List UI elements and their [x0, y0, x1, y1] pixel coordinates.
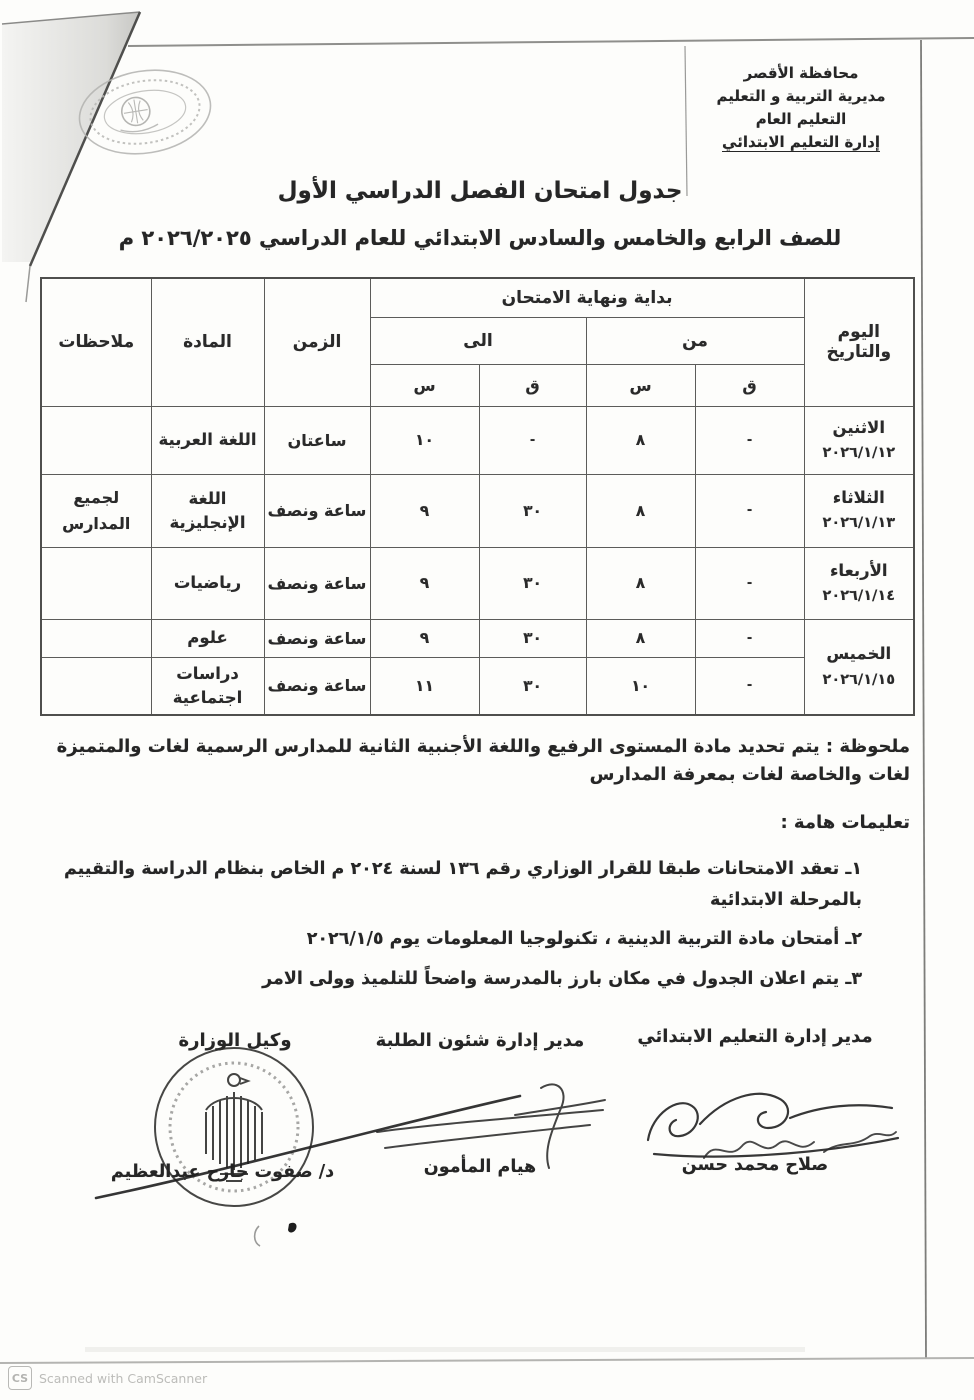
subject-cell: اللغة العربية: [151, 406, 264, 474]
from-hours-cell: ١٠: [586, 657, 695, 715]
table-row: [41, 657, 914, 715]
table-row: [41, 406, 914, 474]
document-subtitle: للصف الرابع والخامس والسادس الابتدائي للعام الدراسي ٢٠٢٦/٢٠٢٥ م: [118, 226, 842, 250]
day-date-cell: [804, 406, 914, 474]
day-name: الثلاثاء: [832, 488, 885, 508]
exam-schedule-table: [40, 277, 915, 716]
notes-cell: [41, 547, 151, 619]
to-hours-cell: ١١: [370, 657, 479, 715]
to-minutes-cell: ٣٠: [479, 474, 586, 547]
governorate-name: محافظة الأقصر: [743, 64, 859, 82]
directorate-name: مديرية التربية و التعليم: [716, 87, 886, 105]
col-header-duration: الزمن: [264, 278, 370, 406]
subject-cell: دراسات اجتماعية: [151, 657, 264, 715]
from-hours-cell: ٨: [586, 406, 695, 474]
instruction-item: ١ـ تعقد الامتحانات طبقا للقرار الوزاري رقم ١٣٦ لسنة ٢٠٢٤ م الخاص بنظام الدراسة والتقييم بالمرحلة الابتدائية: [63, 859, 862, 910]
signature-name-safwat: د/ صفوت جارح عبدالعظيم: [110, 1162, 335, 1182]
instruction-item: ٣ـ يتم اعلان الجدول في مكان بارز بالمدرسة واضحاً للتلميذ وولى الامر: [262, 968, 862, 989]
signature-stroke-left: [90, 1085, 530, 1205]
col-header-from: من: [586, 317, 804, 364]
day-date: ٢٠٢٦/١/١٣: [822, 515, 896, 532]
to-minutes-cell: -: [479, 406, 586, 474]
instruction-item: ٢ـ أمتحان مادة التربية الدينية ، تكنولوجيا المعلومات يوم ٢٠٢٦/١/٥: [306, 929, 862, 950]
camscanner-logo-icon: CS: [8, 1366, 32, 1390]
signature-title-primary-education-director: مدير إدارة التعليم الابتدائي: [637, 1026, 873, 1047]
day-date-cell: [804, 547, 914, 619]
instructions-title: تعليمات هامة :: [780, 812, 910, 833]
from-hours-cell: ٨: [586, 547, 695, 619]
col-header-to: الى: [370, 317, 586, 364]
note-label: ملحوظة :: [825, 736, 910, 757]
day-date: ٢٠٢٦/١/١٥: [822, 671, 896, 688]
day-name: الاثنين: [832, 417, 886, 437]
table-row: [41, 547, 914, 619]
notes-cell: [41, 657, 151, 715]
camscanner-text: Scanned with CamScanner: [39, 1370, 208, 1386]
note-paragraph: [45, 733, 910, 789]
duration-cell: ساعة ونصف: [264, 547, 370, 619]
to-hours-cell: ٩: [370, 474, 479, 547]
duration-cell: ساعة ونصف: [264, 657, 370, 715]
table-row: [41, 474, 914, 547]
col-header-subject: المادة: [151, 278, 264, 406]
education-type: التعليم العام: [755, 110, 847, 128]
table-row: [41, 619, 914, 657]
table-header-row: [41, 278, 914, 317]
col-header-from-hours: س: [586, 364, 695, 406]
col-header-day-date: اليوم والتاريخ: [804, 278, 914, 406]
to-minutes-cell: ٣٠: [479, 657, 586, 715]
notes-cell: لجميع المدارس: [41, 474, 151, 547]
col-header-notes: ملاحظات: [41, 278, 151, 406]
oval-stamp-icon: [70, 60, 220, 164]
day-name: الأربعاء: [829, 560, 888, 580]
to-hours-cell: ١٠: [370, 406, 479, 474]
duration-cell: ساعة ونصف: [264, 474, 370, 547]
to-hours-cell: ٩: [370, 619, 479, 657]
col-header-from-minutes: ق: [695, 364, 804, 406]
col-header-to-minutes: ق: [479, 364, 586, 406]
to-minutes-cell: ٣٠: [479, 619, 586, 657]
subject-cell: اللغة الإنجليزية: [151, 474, 264, 547]
letterhead: [688, 62, 914, 154]
notes-cell: [41, 406, 151, 474]
instructions-list: [50, 854, 862, 1004]
day-date: ٢٠٢٦/١/١٢: [822, 444, 896, 461]
notes-cell: [41, 619, 151, 657]
subject-cell: علوم: [151, 619, 264, 657]
document-title: جدول امتحان الفصل الدراسي الأول: [277, 178, 683, 204]
from-minutes-cell: -: [695, 547, 804, 619]
from-minutes-cell: -: [695, 619, 804, 657]
note-text: يتم تحديد مادة المستوى الرفيع واللغة الأجنبية الثانية للمدارس الرسمية لغات والمتميزة لغات والخاصة لغات بمعرفة المدارس: [56, 736, 910, 785]
stray-ink-marks: [245, 1218, 305, 1254]
administration-name: إدارة التعليم الابتدائي: [722, 133, 880, 151]
col-header-to-hours: س: [370, 364, 479, 406]
duration-cell: ساعتان: [264, 406, 370, 474]
from-minutes-cell: -: [695, 406, 804, 474]
from-hours-cell: ٨: [586, 619, 695, 657]
day-date: ٢٠٢٦/١/١٤: [822, 587, 896, 604]
from-minutes-cell: -: [695, 474, 804, 547]
to-minutes-cell: ٣٠: [479, 547, 586, 619]
from-hours-cell: ٨: [586, 474, 695, 547]
camscanner-watermark: [8, 1366, 207, 1390]
day-date-cell: [804, 474, 914, 547]
day-date-cell: [804, 619, 914, 715]
signature-title-student-affairs-director: مدير إدارة شئون الطلبة: [375, 1030, 585, 1051]
to-hours-cell: ٩: [370, 547, 479, 619]
signature-name-hayam: هيام المأمون: [423, 1157, 537, 1177]
signature-name-salah: صلاح محمد حسن: [681, 1155, 829, 1175]
day-name: الخميس: [826, 644, 892, 664]
signature-title-undersecretary: وكيل الوزارة: [178, 1030, 292, 1051]
col-header-start-end: بداية ونهاية الامتحان: [370, 278, 804, 317]
duration-cell: ساعة ونصف: [264, 619, 370, 657]
subject-cell: رياضيات: [151, 547, 264, 619]
from-minutes-cell: -: [695, 657, 804, 715]
